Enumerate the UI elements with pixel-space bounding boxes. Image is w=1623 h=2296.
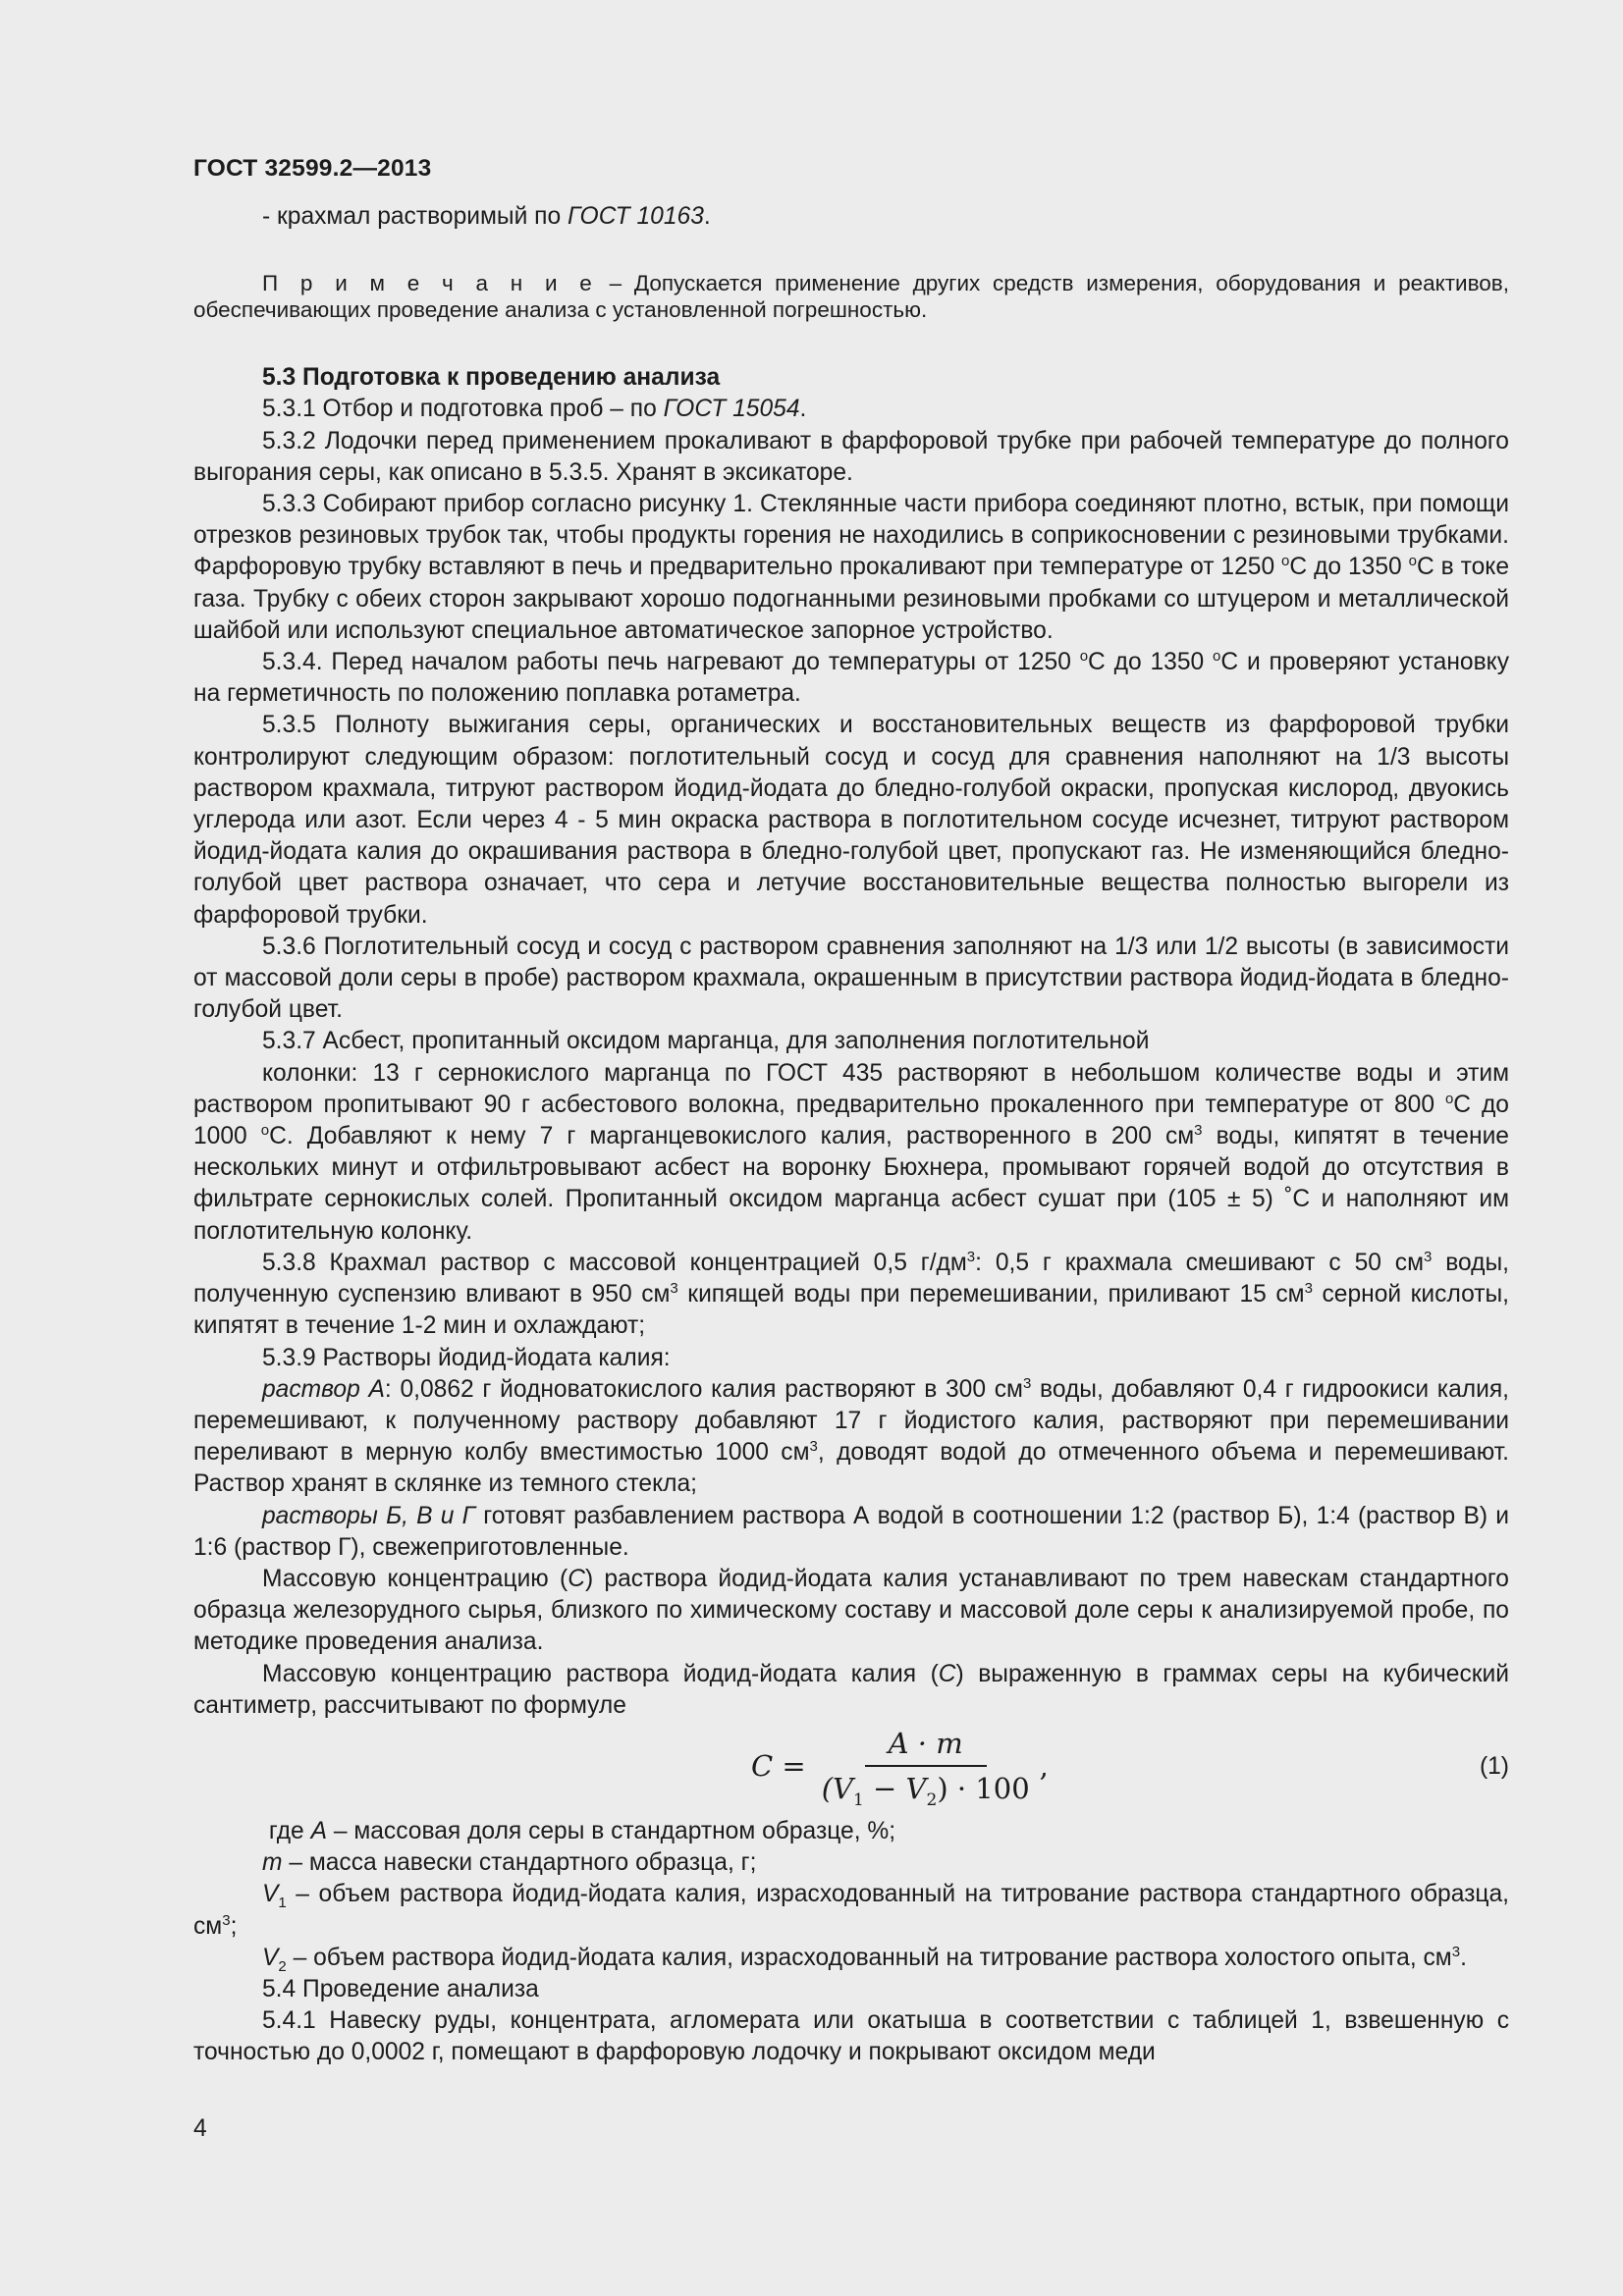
note-label: П р и м е ч а н и е [262,271,597,296]
paragraph-5-3-7-title: 5.3.7 Асбест, пропитанный оксидом марганца, для заполнения поглотительной [262,1028,1150,1055]
where-a: где A – массовая доля серы в стандартном образце, %; [268,1817,896,1844]
paragraph-5-3-3: 5.3.3 Собирают прибор согласно рисунку 1. Стеклянные части прибора соединяют плотно, встык, при помощи отрезков резиновых трубок так, чтобы продукты горения не находились в соприкосновении с резиновыми трубками. Фарфоровую трубку вставляют в печь и предварительно прокаливают при температуре от 1250 $^о$С до 1350 $^о$С в токе газа. Трубку с обеих сторон закрывают хорошо подогнанными резиновыми пробками со штуцером и металлической шайбой или используют специальное автоматическое запорное устройство. [193,491,1509,644]
formula-number: (1) [1479,1752,1509,1780]
starch-item: - крахмал растворимый по ГОСТ 10163. [262,203,711,230]
paragraph-5-3-9-title: 5.3.9 Растворы йодид-йодата калия: [262,1344,671,1371]
formula-denominator: $(V_1 - V_2) \cdot 100$ [821,1772,1030,1810]
formula-1 [193,1724,1509,1816]
solutions-b-v-g: растворы Б, В и Г готовят разбавлением раствора А водой в соотношении 1:2 (раствор Б), 1:4 (раствор В) и 1:6 (раствор Г), свежеприготовленные. [193,1502,1509,1561]
paragraph-5-3-1: 5.3.1 Отбор и подготовка проб – по ГОСТ 15054. [262,396,807,423]
section-5-3-heading: 5.3 Подготовка к проведению анализа [262,364,721,392]
where-v1: $V_1$ – объем раствора йодид-йодата калия, израсходованный на титрование раствора стандартного образца, $см^3$; [193,1881,1509,1940]
document-header: ГОСТ 32599.2—2013 [193,155,432,182]
paragraph-5-3-4: 5.3.4. Перед началом работы печь нагревают до температуры от 1250 $^о$С до 1350 $^о$С и проверяют установку на герметичность по положению поплавка ротаметра. [193,647,1510,708]
formula-numerator: A · m [865,1728,987,1767]
formula-fraction [816,1726,1036,1810]
paragraph-5-3-8: 5.3.8 Крахмал раствор с массовой концентрацией 0,5 $г/дм^3$: 0,5 г крахмала смешивают с 50 $см^3$ воды, полученную суспензию вливают в 950 $см^3$ кипящей воды при перемешивании, приливают 15 $см^3$ серной кислоты, кипятят в течение 1-2 мин и охлаждают; [193,1248,1510,1340]
paragraph-5-4-1: 5.4.1 Навеску руды, концентрата, агломерата или окатыша в соответствии с таблицей 1, взвешенную с точностью до 0,0002 г, помещают в фарфоровую лодочку и покрывают оксидом меди [193,2007,1509,2066]
page-number: 4 [193,2115,207,2142]
document-body [193,201,1509,2069]
where-m: m – масса навески стандартного образца, г; [262,1849,757,1877]
paragraph-5-3-7: колонки: 13 г сернокислого марганца по ГОСТ 435 растворяют в небольшом количестве воды и этим раствором пропитывают 90 г асбестового волокна, предварительно прокаленного при температуре от 800 $^о$С до 1000 $^о$С. Добавляют к нему 7 г марганцевокислого калия, растворенного в 200 $см^3$ воды, кипятят в течение нескольких минут и отфильтровывают асбест на воронку Бюхнера, промывают горячей водой до отсутствия в фильтрате сернокислых солей. Пропитанный оксидом марганца асбест сушат при (105 ± 5) ˚С и наполняют им поглотительную колонку. [193,1059,1509,1245]
paragraph-5-3-2: 5.3.2 Лодочки перед применением прокаливают в фарфоровой трубке при рабочей температуре до полного выгорания серы, как описано в 5.3.5. Хранят в эксикаторе. [193,427,1509,486]
mass-concentration-2: Массовую концентрацию раствора йодид-йодата калия (С) выраженную в граммах серы на кубический сантиметр, рассчитывают по формуле [193,1660,1509,1719]
where-v2: $V_2$ – объем раствора йодид-йодата калия, израсходованный на титрование раствора холостого опыта, $см^3$. [262,1943,1467,1975]
section-5-4-heading: 5.4 Проведение анализа [262,1975,539,2002]
mass-concentration-1: Массовую концентрацию (С) раствора йодид-йодата калия устанавливают по трем навескам стандартного образца железорудного сырья, близкого по химическому составу и массовой доле серы к анализируемой пробе, по методике проведения анализа. [193,1565,1509,1656]
note: П р и м е ч а н и е – Допускается применение других средств измерения, оборудования и реактивов, обеспечивающих проведение анализа с установленной погрешностью. [193,271,1509,323]
formula-expression: C = $\frac{A \cdot m}{(V_1 - V_2) \cdot 100}$ , [751,1726,1049,1810]
paragraph-5-3-5: 5.3.5 Полноту выжигания серы, органических и восстановительных веществ из фарфоровой трубки контролируют следующим образом: поглотительный сосуд и сосуд для сравнения наполняют на 1/3 высоты раствором крахмала, титруют раствором йодид-йодата до бледно-голубой окраски, пропуская кислород, двуокись углерода или азот. Если через 4 - 5 мин окраска раствора в поглотительном сосуде исчезнет, титруют раствором йодид-йодата калия до окрашивания раствора в бледно-голубой цвет, пропускают газ. Не изменяющийся бледно-голубой цвет раствора означает, что сера и летучие восстановительные вещества полностью выгорели из фарфоровой трубки. [193,712,1509,929]
paragraph-5-3-6: 5.3.6 Поглотительный сосуд и сосуд с раствором сравнения заполняют на 1/3 или 1/2 высоты (в зависимости от массовой доли серы в пробе) раствором крахмала, окрашенным в присутствии раствора йодид-йодата в бледно-голубой цвет. [193,933,1509,1024]
solution-a: раствор А: 0,0862 г йодноватокислого калия растворяют в 300 $см^3$ воды, добавляют 0,4 г гидроокиси калия, перемешивают, к полученному раствору добавляют 17 г йодистого калия, растворяют при перемешивании переливают в мерную колбу вместимостью 1000 $см^3$, доводят водой до отмеченного объема и перемешивают. Раствор хранят в склянке из темного стекла; [193,1374,1509,1498]
